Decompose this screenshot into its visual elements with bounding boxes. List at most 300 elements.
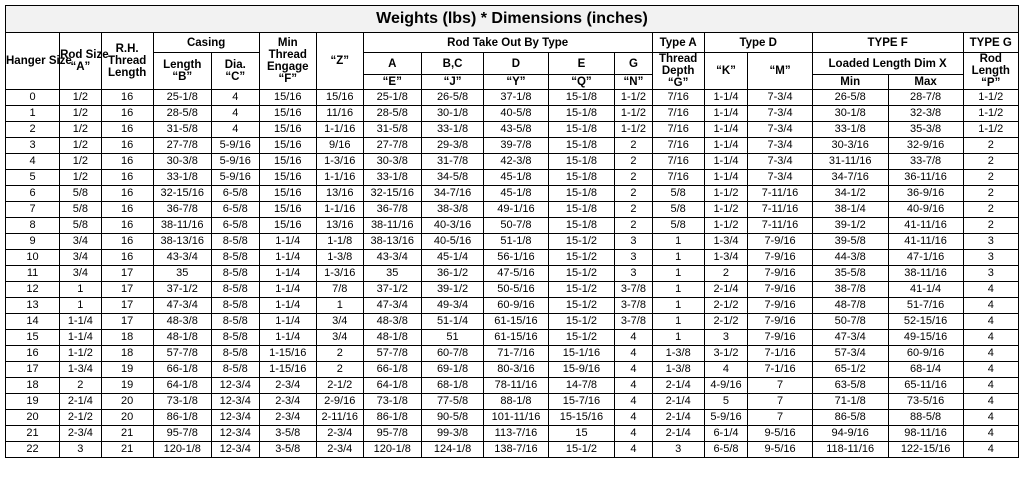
table-cell: 5/8: [652, 186, 704, 202]
table-cell: 51: [421, 330, 483, 346]
table-cell: 88-5/8: [888, 410, 963, 426]
table-cell: 16: [101, 90, 153, 106]
table-cell: 28-7/8: [888, 90, 963, 106]
table-cell: 49-3/4: [421, 298, 483, 314]
table-cell: 73-1/8: [363, 394, 421, 410]
header-col-e: E: [548, 53, 615, 75]
table-cell: 80-3/16: [484, 362, 548, 378]
table-cell: 15-1/8: [548, 186, 615, 202]
table-cell: 57-7/8: [363, 346, 421, 362]
table-cell: 15-1/2: [548, 298, 615, 314]
header-m: “M”: [748, 53, 812, 90]
table-cell: 17: [6, 362, 60, 378]
table-cell: 15/16: [259, 122, 316, 138]
table-cell: 2: [316, 346, 363, 362]
table-cell: 7-3/4: [748, 90, 812, 106]
table-cell: 5/8: [652, 218, 704, 234]
table-cell: 12-3/4: [211, 394, 259, 410]
table-cell: 13/16: [316, 218, 363, 234]
table-cell: 30-1/8: [812, 106, 888, 122]
table-cell: 15-1/8: [548, 170, 615, 186]
header-code-j: “J”: [421, 75, 483, 90]
table-cell: 16: [6, 346, 60, 362]
table-cell: 120-1/8: [363, 442, 421, 458]
table-cell: 1-3/4: [704, 234, 748, 250]
table-cell: 3/4: [60, 250, 102, 266]
header-code-n: “N”: [615, 75, 652, 90]
table-cell: 120-1/8: [153, 442, 211, 458]
table-cell: 66-1/8: [153, 362, 211, 378]
table-cell: 4: [963, 426, 1018, 442]
table-cell: 32-15/16: [363, 186, 421, 202]
table-cell: 15-1/2: [548, 250, 615, 266]
table-cell: 86-1/8: [153, 410, 211, 426]
table-row: [6, 266, 1019, 282]
table-cell: 3: [615, 234, 652, 250]
table-cell: 47-5/16: [484, 266, 548, 282]
table-cell: 19: [6, 394, 60, 410]
table-cell: 36-11/16: [888, 170, 963, 186]
table-cell: 4: [6, 154, 60, 170]
table-cell: 2-3/4: [60, 426, 102, 442]
table-cell: 12-3/4: [211, 378, 259, 394]
header-dia: Dia. “C”: [211, 53, 259, 90]
table-cell: 17: [101, 282, 153, 298]
table-cell: 99-3/8: [421, 426, 483, 442]
table-cell: 7-9/16: [748, 314, 812, 330]
table-cell: 25-1/8: [363, 90, 421, 106]
table-cell: 1-1/2: [704, 186, 748, 202]
table-cell: 15-1/8: [548, 218, 615, 234]
table-cell: 2-1/4: [60, 394, 102, 410]
header-z: “Z”: [316, 33, 363, 90]
table-cell: 1-1/4: [259, 330, 316, 346]
table-cell: 28-5/8: [363, 106, 421, 122]
table-cell: 32-9/16: [888, 138, 963, 154]
table-cell: 15-15/16: [548, 410, 615, 426]
table-cell: 3: [963, 266, 1018, 282]
table-cell: 66-1/8: [363, 362, 421, 378]
table-cell: 77-5/8: [421, 394, 483, 410]
table-cell: 68-1/8: [421, 378, 483, 394]
table-cell: 38-11/16: [153, 218, 211, 234]
header-type-f: TYPE F: [812, 33, 963, 53]
table-cell: 48-1/8: [363, 330, 421, 346]
table-row: [6, 170, 1019, 186]
table-cell: 41-11/16: [888, 234, 963, 250]
table-cell: 2-3/4: [316, 426, 363, 442]
table-cell: 14: [6, 314, 60, 330]
table-cell: 5: [704, 394, 748, 410]
table-cell: 50-7/8: [484, 218, 548, 234]
table-cell: 48-1/8: [153, 330, 211, 346]
header-length: Length “B”: [153, 53, 211, 90]
header-rod-size: Rod Size “A”: [60, 33, 102, 90]
table-cell: 65-11/16: [888, 378, 963, 394]
table-cell: 5-9/16: [704, 410, 748, 426]
table-cell: 94-9/16: [812, 426, 888, 442]
table-cell: 7/16: [652, 154, 704, 170]
table-cell: 19: [101, 378, 153, 394]
table-row: [6, 218, 1019, 234]
table-cell: 7-3/4: [748, 106, 812, 122]
table-cell: 4: [963, 314, 1018, 330]
table-cell: 18: [101, 346, 153, 362]
table-cell: 32-15/16: [153, 186, 211, 202]
table-cell: 90-5/8: [421, 410, 483, 426]
table-cell: 14-7/8: [548, 378, 615, 394]
table-cell: 8-5/8: [211, 346, 259, 362]
table-cell: 1-1/4: [60, 330, 102, 346]
table-row: [6, 234, 1019, 250]
table-cell: 2: [615, 186, 652, 202]
table-cell: 33-1/8: [421, 122, 483, 138]
header-rod-take-out: Rod Take Out By Type: [363, 33, 652, 53]
table-cell: 7-11/16: [748, 202, 812, 218]
table-cell: 1-1/16: [316, 202, 363, 218]
header-thread-depth: Thread Depth “G”: [652, 53, 704, 90]
table-cell: 1-1/4: [704, 90, 748, 106]
table-cell: 1/2: [60, 106, 102, 122]
table-cell: 15/16: [259, 170, 316, 186]
table-cell: 7: [748, 378, 812, 394]
table-cell: 1-1/4: [704, 138, 748, 154]
header-casing: Casing: [153, 33, 259, 53]
table-cell: 2-1/4: [652, 426, 704, 442]
table-cell: 2-1/4: [652, 410, 704, 426]
table-cell: 4: [615, 330, 652, 346]
table-cell: 2: [704, 266, 748, 282]
table-cell: 138-7/16: [484, 442, 548, 458]
table-cell: 16: [101, 186, 153, 202]
table-cell: 38-13/16: [153, 234, 211, 250]
table-cell: 33-1/8: [812, 122, 888, 138]
table-cell: 1/2: [60, 154, 102, 170]
table-cell: 36-7/8: [153, 202, 211, 218]
table-cell: 1-15/16: [259, 346, 316, 362]
table-cell: 47-3/4: [153, 298, 211, 314]
table-cell: 1-1/2: [704, 202, 748, 218]
table-cell: 3/4: [316, 314, 363, 330]
table-cell: 1-1/4: [259, 314, 316, 330]
header-min-thread-engage: Min Thread Engage “F”: [259, 33, 316, 90]
table-cell: 98-11/16: [888, 426, 963, 442]
table-row: [6, 122, 1019, 138]
table-cell: 6-5/8: [211, 186, 259, 202]
table-cell: 3-5/8: [259, 442, 316, 458]
table-cell: 7: [748, 410, 812, 426]
table-cell: 1-1/4: [704, 170, 748, 186]
table-cell: 2: [6, 122, 60, 138]
table-cell: 95-7/8: [153, 426, 211, 442]
table-cell: 51-1/4: [421, 314, 483, 330]
table-cell: 7-9/16: [748, 330, 812, 346]
table-cell: 7-11/16: [748, 186, 812, 202]
table-cell: 39-1/2: [812, 218, 888, 234]
table-cell: 30-3/8: [153, 154, 211, 170]
table-cell: 41-1/4: [888, 282, 963, 298]
table-cell: 4: [963, 282, 1018, 298]
table-cell: 48-7/8: [812, 298, 888, 314]
table-cell: 50-5/16: [484, 282, 548, 298]
table-cell: 5/8: [652, 202, 704, 218]
table-cell: 7-1/16: [748, 362, 812, 378]
table-cell: 8-5/8: [211, 234, 259, 250]
table-row: [6, 202, 1019, 218]
table-cell: 60-7/8: [421, 346, 483, 362]
table-cell: 15/16: [259, 90, 316, 106]
table-cell: 48-3/8: [363, 314, 421, 330]
table-cell: 36-1/2: [421, 266, 483, 282]
table-cell: 1/2: [60, 170, 102, 186]
table-cell: 9-5/16: [748, 426, 812, 442]
table-cell: 43-3/4: [153, 250, 211, 266]
table-cell: 8-5/8: [211, 298, 259, 314]
table-cell: 49-1/16: [484, 202, 548, 218]
table-cell: 17: [101, 314, 153, 330]
table-cell: 95-7/8: [363, 426, 421, 442]
table-cell: 38-3/8: [421, 202, 483, 218]
table-cell: 27-7/8: [153, 138, 211, 154]
table-row: [6, 362, 1019, 378]
table-cell: 9/16: [316, 138, 363, 154]
header-col-g: G: [615, 53, 652, 75]
table-cell: 7-1/16: [748, 346, 812, 362]
table-cell: 7/16: [652, 90, 704, 106]
table-cell: 2-3/4: [259, 394, 316, 410]
table-cell: 2-3/4: [316, 442, 363, 458]
header-code-y: “Y”: [484, 75, 548, 90]
table-cell: 65-1/2: [812, 362, 888, 378]
table-cell: 3: [615, 266, 652, 282]
table-cell: 35: [363, 266, 421, 282]
table-row: [6, 442, 1019, 458]
table-cell: 18: [101, 330, 153, 346]
table-cell: 3-1/2: [704, 346, 748, 362]
table-cell: 3/4: [316, 330, 363, 346]
table-cell: 12-3/4: [211, 426, 259, 442]
table-cell: 2-1/4: [652, 394, 704, 410]
table-cell: 44-3/8: [812, 250, 888, 266]
table-cell: 64-1/8: [363, 378, 421, 394]
table-cell: 1-1/2: [704, 218, 748, 234]
table-cell: 118-11/16: [812, 442, 888, 458]
table-cell: 45-1/8: [484, 186, 548, 202]
table-cell: 2: [963, 170, 1018, 186]
table-cell: 15: [548, 426, 615, 442]
header-code-e: “E”: [363, 75, 421, 90]
table-cell: 15-1/8: [548, 90, 615, 106]
table-cell: 1: [652, 250, 704, 266]
table-cell: 22: [6, 442, 60, 458]
table-cell: 3-7/8: [615, 298, 652, 314]
table-cell: 2-1/2: [704, 298, 748, 314]
table-cell: 5/8: [60, 186, 102, 202]
table-cell: 1: [60, 298, 102, 314]
table-cell: 5/8: [60, 218, 102, 234]
table-cell: 40-3/16: [421, 218, 483, 234]
table-cell: 1: [316, 298, 363, 314]
table-cell: 49-15/16: [888, 330, 963, 346]
table-cell: 8: [6, 218, 60, 234]
table-cell: 38-7/8: [812, 282, 888, 298]
table-cell: 7-3/4: [748, 170, 812, 186]
table-cell: 69-1/8: [421, 362, 483, 378]
table-cell: 2: [963, 186, 1018, 202]
table-cell: 15-1/8: [548, 122, 615, 138]
table-cell: 15-1/2: [548, 234, 615, 250]
table-cell: 47-1/16: [888, 250, 963, 266]
header-k: “K”: [704, 53, 748, 90]
table-cell: 5-9/16: [211, 170, 259, 186]
table-cell: 8-5/8: [211, 330, 259, 346]
table-cell: 1: [652, 266, 704, 282]
table-cell: 38-13/16: [363, 234, 421, 250]
table-cell: 8-5/8: [211, 250, 259, 266]
table-cell: 2: [615, 218, 652, 234]
table-title: Weights (lbs) * Dimensions (inches): [6, 6, 1019, 33]
table-cell: 4: [211, 90, 259, 106]
table-cell: 1-1/16: [316, 170, 363, 186]
table-cell: 31-11/16: [812, 154, 888, 170]
table-cell: 16: [101, 138, 153, 154]
table-cell: 3-7/8: [615, 282, 652, 298]
table-cell: 2: [963, 202, 1018, 218]
table-cell: 15/16: [259, 202, 316, 218]
table-cell: 4: [615, 394, 652, 410]
table-cell: 45-1/4: [421, 250, 483, 266]
table-cell: 45-1/8: [484, 170, 548, 186]
table-cell: 1-3/4: [704, 250, 748, 266]
table-cell: 15/16: [259, 154, 316, 170]
table-cell: 39-1/2: [421, 282, 483, 298]
table-cell: 1-3/8: [316, 250, 363, 266]
table-cell: 7-9/16: [748, 298, 812, 314]
table-cell: 2: [615, 138, 652, 154]
table-cell: 31-5/8: [363, 122, 421, 138]
table-cell: 1-1/4: [259, 266, 316, 282]
table-cell: 3: [963, 250, 1018, 266]
table-cell: 57-3/4: [812, 346, 888, 362]
table-cell: 4: [615, 426, 652, 442]
table-row: [6, 378, 1019, 394]
table-cell: 48-3/8: [153, 314, 211, 330]
table-cell: 2-3/4: [259, 410, 316, 426]
table-cell: 4: [615, 362, 652, 378]
table-cell: 2-11/16: [316, 410, 363, 426]
table-cell: 15-1/8: [548, 138, 615, 154]
table-cell: 60-9/16: [484, 298, 548, 314]
table-cell: 5-9/16: [211, 154, 259, 170]
table-cell: 2-3/4: [259, 378, 316, 394]
table-cell: 7/16: [652, 170, 704, 186]
table-cell: 64-1/8: [153, 378, 211, 394]
table-cell: 8-5/8: [211, 282, 259, 298]
table-cell: 51-7/16: [888, 298, 963, 314]
table-cell: 57-7/8: [153, 346, 211, 362]
table-cell: 1-1/4: [704, 154, 748, 170]
header-type-a: Type A: [652, 33, 704, 53]
table-cell: 4-9/16: [704, 378, 748, 394]
table-cell: 6: [6, 186, 60, 202]
table-cell: 61-15/16: [484, 314, 548, 330]
table-cell: 15-7/16: [548, 394, 615, 410]
table-cell: 6-5/8: [704, 442, 748, 458]
table-cell: 15-1/2: [548, 282, 615, 298]
header-col-bc: B,C: [421, 53, 483, 75]
table-cell: 15-1/2: [548, 442, 615, 458]
table-cell: 1-15/16: [259, 362, 316, 378]
table-cell: 15-1/8: [548, 154, 615, 170]
table-cell: 13/16: [316, 186, 363, 202]
table-cell: 2-1/4: [652, 378, 704, 394]
table-cell: 34-7/16: [812, 170, 888, 186]
table-cell: 43-3/4: [363, 250, 421, 266]
table-row: [6, 282, 1019, 298]
table-cell: 4: [963, 410, 1018, 426]
table-cell: 4: [963, 330, 1018, 346]
table-cell: 2-1/2: [704, 314, 748, 330]
table-cell: 20: [101, 394, 153, 410]
table-cell: 124-1/8: [421, 442, 483, 458]
table-cell: 39-5/8: [812, 234, 888, 250]
table-cell: 11/16: [316, 106, 363, 122]
dimensions-table-container: [5, 5, 1019, 458]
table-cell: 1: [652, 298, 704, 314]
table-cell: 86-1/8: [363, 410, 421, 426]
table-cell: 113-7/16: [484, 426, 548, 442]
table-cell: 1: [60, 282, 102, 298]
table-cell: 1/2: [60, 138, 102, 154]
table-cell: 3: [6, 138, 60, 154]
table-cell: 101-11/16: [484, 410, 548, 426]
table-row: [6, 346, 1019, 362]
table-cell: 40-5/8: [484, 106, 548, 122]
table-cell: 34-1/2: [812, 186, 888, 202]
table-cell: 2: [963, 218, 1018, 234]
table-cell: 2: [60, 378, 102, 394]
table-cell: 5: [6, 170, 60, 186]
table-cell: 16: [101, 170, 153, 186]
header-rh-thread-length: R.H. Thread Length: [101, 33, 153, 90]
table-cell: 4: [963, 298, 1018, 314]
table-cell: 15: [6, 330, 60, 346]
table-cell: 7-3/4: [748, 122, 812, 138]
table-cell: 7-9/16: [748, 282, 812, 298]
table-cell: 3-5/8: [259, 426, 316, 442]
table-cell: 12-3/4: [211, 442, 259, 458]
table-cell: 5-9/16: [211, 138, 259, 154]
table-cell: 1-1/2: [963, 122, 1018, 138]
table-cell: 29-3/8: [421, 138, 483, 154]
table-cell: 50-7/8: [812, 314, 888, 330]
table-cell: 1-3/16: [316, 266, 363, 282]
table-row: [6, 154, 1019, 170]
table-cell: 15-9/16: [548, 362, 615, 378]
table-cell: 21: [101, 426, 153, 442]
table-row: [6, 106, 1019, 122]
table-cell: 16: [101, 202, 153, 218]
table-cell: 33-7/8: [888, 154, 963, 170]
header-type-g: TYPE G: [963, 33, 1018, 53]
table-cell: 4: [615, 410, 652, 426]
table-cell: 1-1/4: [60, 314, 102, 330]
table-cell: 2: [963, 154, 1018, 170]
table-cell: 1-1/4: [259, 250, 316, 266]
table-cell: 9-5/16: [748, 442, 812, 458]
table-cell: 2: [963, 138, 1018, 154]
table-cell: 3/4: [60, 234, 102, 250]
